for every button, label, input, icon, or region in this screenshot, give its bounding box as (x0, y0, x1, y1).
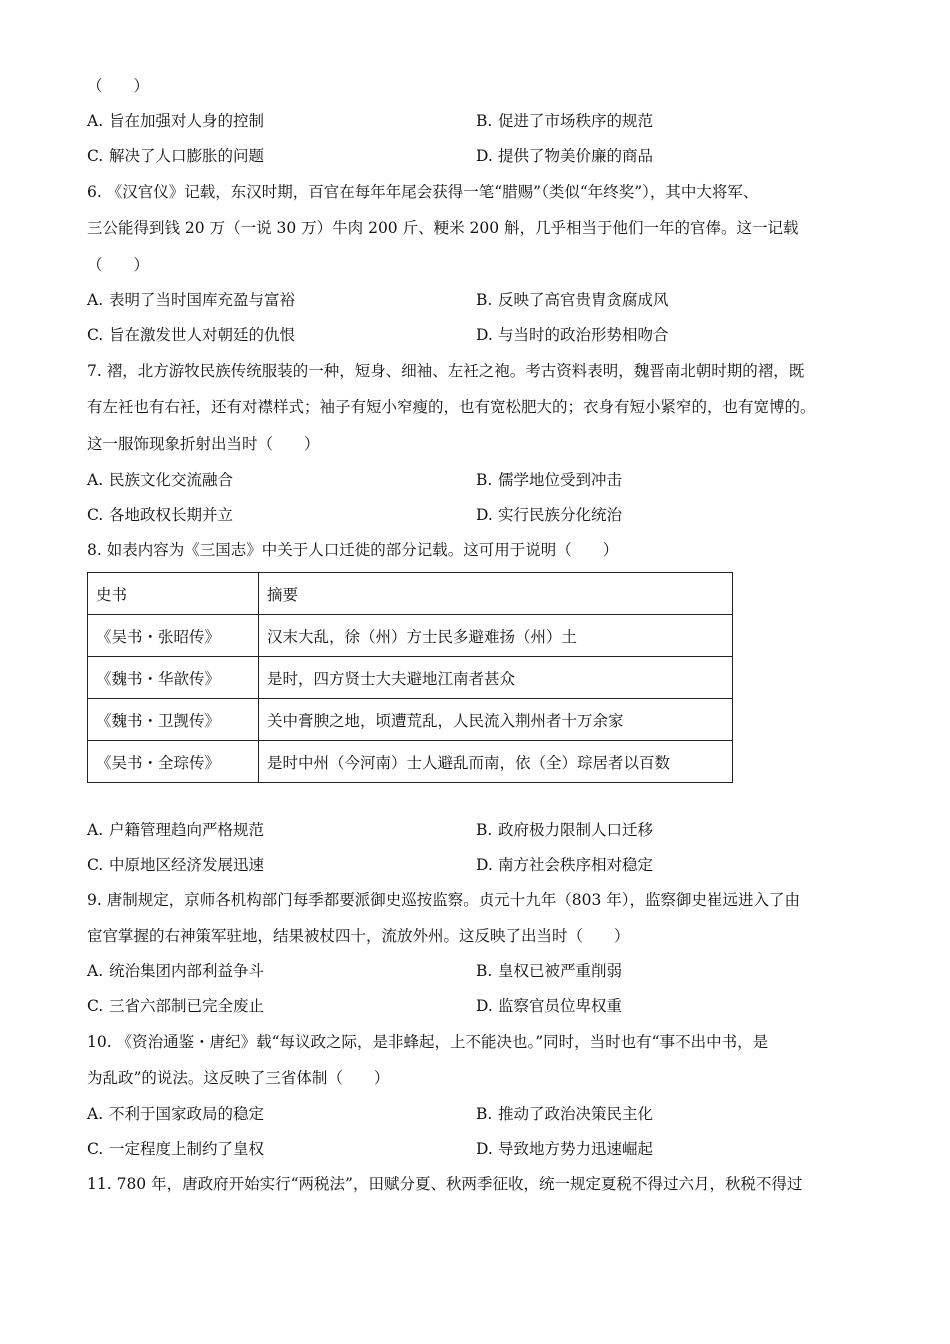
q10-option-c[interactable]: C. 一定程度上制约了皇权 (87, 1140, 265, 1158)
table-row (88, 615, 733, 657)
q9-option-c[interactable]: C. 三省六部制已完全废止 (87, 997, 265, 1015)
table-cell: 《吴书・张昭传》 (88, 615, 259, 657)
q7-option-c[interactable]: C. 各地政权长期并立 (87, 506, 234, 524)
q9-option-d[interactable]: D. 监察官员位卑权重 (476, 997, 623, 1015)
table-cell: 《吴书・全琮传》 (88, 741, 259, 783)
table-cell: 是时，四方贤士大夫避地江南者甚众 (259, 657, 733, 699)
q5-option-a[interactable]: A. 旨在加强对人身的控制 (87, 112, 265, 130)
q9-stem-line2: 宦官掌握的右神策军驻地，结果被杖四十，流放外州。这反映了出当时（ ） (87, 927, 630, 945)
q7-stem-line2: 有左衽也有右衽，还有对襟样式；袖子有短小窄瘦的，也有宽松肥大的；衣身有短小紧窄的，也有宽博的。 (87, 398, 816, 416)
q9-stem-line1: 9. 唐制规定，京师各机构部门每季都要派御史巡按监察。贞元十九年（803 年），监察御史崔远进入了由 (87, 891, 800, 909)
table-header-cell: 史书 (88, 573, 259, 615)
q6-option-a[interactable]: A. 表明了当时国库充盈与富裕 (87, 291, 296, 309)
table-cell: 汉末大乱，徐（州）方士民多避难扬（州）土 (259, 615, 733, 657)
q10-stem-line2: 为乱政”的说法。这反映了三省体制（ ） (87, 1069, 390, 1087)
q7-stem-line1: 7. 褶，北方游牧民族传统服装的一种，短身、细袖、左衽之袍。考古资料表明，魏晋南北朝时期的褶，既 (87, 362, 805, 380)
q7-stem-line3: 这一服饰现象折射出当时（ ） (87, 435, 320, 453)
q6-option-d[interactable]: D. 与当时的政治形势相吻合 (476, 326, 669, 344)
q7-option-a[interactable]: A. 民族文化交流融合 (87, 471, 234, 489)
q8-option-a[interactable]: A. 户籍管理趋向严格规范 (87, 821, 265, 839)
table-header-cell: 摘要 (259, 573, 733, 615)
table-row (88, 699, 733, 741)
table-cell: 《魏书・华歆传》 (88, 657, 259, 699)
q8-option-d[interactable]: D. 南方社会秩序相对稳定 (476, 856, 654, 874)
q8-option-c[interactable]: C. 中原地区经济发展迅速 (87, 856, 265, 874)
table-cell: 是时中州（今河南）士人避乱而南，依（全）琮居者以百数 (259, 741, 733, 783)
table-cell: 关中膏腴之地，顷遭荒乱，人民流入荆州者十万余家 (259, 699, 733, 741)
q10-stem-line1: 10. 《资治通鉴・唐纪》载“每议政之际，是非蜂起，上不能决也。”同时，当时也有“事不出中书，是 (87, 1033, 769, 1051)
table-header-row (88, 573, 733, 615)
q5-answer-blank: （ ） (87, 77, 150, 95)
migration-records-table (87, 572, 733, 783)
q8-stem-line1: 8. 如表内容为《三国志》中关于人口迁徙的部分记载。这可用于说明（ ） (87, 541, 619, 559)
q8-option-b[interactable]: B. 政府极力限制人口迁移 (476, 821, 654, 839)
q7-option-b[interactable]: B. 儒学地位受到冲击 (476, 471, 623, 489)
table-row (88, 657, 733, 699)
q9-option-a[interactable]: A. 统治集团内部利益争斗 (87, 962, 265, 980)
q6-answer-blank: （ ） (87, 256, 150, 274)
table-cell: 《魏书・卫觊传》 (88, 699, 259, 741)
q7-option-d[interactable]: D. 实行民族分化统治 (476, 506, 623, 524)
q10-option-b[interactable]: B. 推动了政治决策民主化 (476, 1105, 654, 1123)
q6-option-c[interactable]: C. 旨在激发世人对朝廷的仇恨 (87, 326, 296, 344)
q10-option-d[interactable]: D. 导致地方势力迅速崛起 (476, 1140, 654, 1158)
q5-option-c[interactable]: C. 解决了人口膨胀的问题 (87, 147, 265, 165)
q11-stem-line1: 11. 780 年，唐政府开始实行“两税法”，田赋分夏、秋两季征收，统一规定夏税不得过六月，秋税不得过 (87, 1175, 803, 1193)
q6-option-b[interactable]: B. 反映了高官贵胄贪腐成风 (476, 291, 669, 309)
q10-option-a[interactable]: A. 不利于国家政局的稳定 (87, 1105, 265, 1123)
q6-stem-line2: 三公能得到钱 20 万（一说 30 万）牛肉 200 斤、粳米 200 斛，几乎相当于他们一年的官俸。这一记载 (87, 219, 799, 237)
q5-option-b[interactable]: B. 促进了市场秩序的规范 (476, 112, 654, 130)
table-row (88, 741, 733, 783)
q9-option-b[interactable]: B. 皇权已被严重削弱 (476, 962, 623, 980)
q6-stem-line1: 6. 《汉官仪》记载，东汉时期，百官在每年年尾会获得一笔“腊赐”（类似“年终奖”），其中大将军、 (87, 183, 759, 201)
q5-option-d[interactable]: D. 提供了物美价廉的商品 (476, 147, 654, 165)
